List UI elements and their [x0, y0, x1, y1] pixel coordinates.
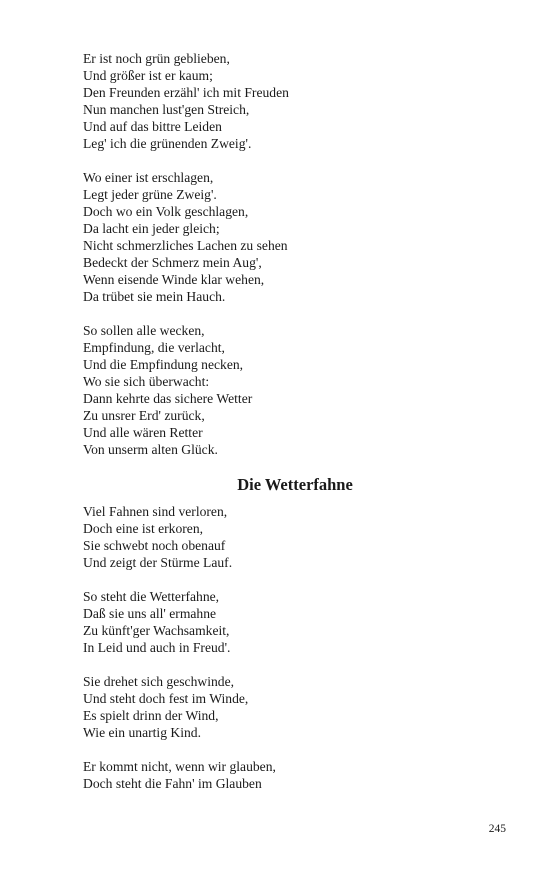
poem-continued: [83, 50, 483, 458]
stanza: [83, 169, 483, 305]
verse-line: Viel Fahnen sind verloren,: [83, 504, 228, 519]
verse-line: Und auf das bittre Leiden: [83, 119, 222, 134]
verse-line: In Leid und auch in Freud'.: [83, 640, 231, 655]
stanza: [83, 503, 483, 571]
verse-line: Daß sie uns all' ermahne: [83, 606, 217, 621]
poem-title: Die Wetterfahne: [237, 475, 353, 494]
verse-line: Leg' ich die grünenden Zweig'.: [83, 136, 252, 151]
verse-line: Bedeckt der Schmerz mein Aug',: [83, 255, 262, 270]
verse-line: Er kommt nicht, wenn wir glauben,: [83, 759, 276, 774]
verse-line: Und größer ist er kaum;: [83, 68, 213, 83]
verse-line: Und steht doch fest im Winde,: [83, 691, 249, 706]
verse-line: Doch steht die Fahn' im Glauben: [83, 776, 262, 791]
stanza: [83, 50, 483, 152]
verse-line: Nicht schmerzliches Lachen zu sehen: [83, 238, 288, 253]
verse-line: Sie drehet sich geschwinde,: [83, 674, 234, 689]
verse-line: Doch wo ein Volk geschlagen,: [83, 204, 249, 219]
verse-line: Zu künft'ger Wachsamkeit,: [83, 623, 230, 638]
verse-line: Er ist noch grün geblieben,: [83, 51, 230, 66]
verse-line: Wo sie sich überwacht:: [83, 374, 210, 389]
verse-line: Und zeigt der Stürme Lauf.: [83, 555, 233, 570]
verse-line: Zu unsrer Erd' zurück,: [83, 408, 205, 423]
verse-line: So steht die Wetterfahne,: [83, 589, 220, 604]
poem-wetterfahne: [83, 503, 483, 792]
verse-line: Empfindung, die verlacht,: [83, 340, 225, 355]
verse-line: Wie ein unartig Kind.: [83, 725, 201, 740]
verse-line: So sollen alle wecken,: [83, 323, 205, 338]
page-number: 245: [488, 823, 506, 835]
verse-line: Da lacht ein jeder gleich;: [83, 221, 220, 236]
stanza: [83, 673, 483, 741]
verse-line: Legt jeder grüne Zweig'.: [83, 187, 217, 202]
verse-line: Dann kehrte das sichere Wetter: [83, 391, 253, 406]
verse-line: Und die Empfindung necken,: [83, 357, 244, 372]
verse-line: Den Freunden erzähl' ich mit Freuden: [83, 85, 289, 100]
verse-line: Nun manchen lust'gen Streich,: [83, 102, 250, 117]
stanza: [83, 588, 483, 656]
stanza: [83, 758, 483, 792]
verse-line: Von unserm alten Glück.: [83, 442, 218, 457]
page-text: [83, 50, 483, 809]
verse-line: Da trübet sie mein Hauch.: [83, 289, 226, 304]
verse-line: Und alle wären Retter: [83, 425, 203, 440]
verse-line: Wo einer ist erschlagen,: [83, 170, 214, 185]
stanza: [83, 322, 483, 458]
verse-line: Wenn eisende Winde klar wehen,: [83, 272, 265, 287]
verse-line: Es spielt drinn der Wind,: [83, 708, 219, 723]
verse-line: Doch eine ist erkoren,: [83, 521, 204, 536]
verse-line: Sie schwebt noch obenauf: [83, 538, 226, 553]
